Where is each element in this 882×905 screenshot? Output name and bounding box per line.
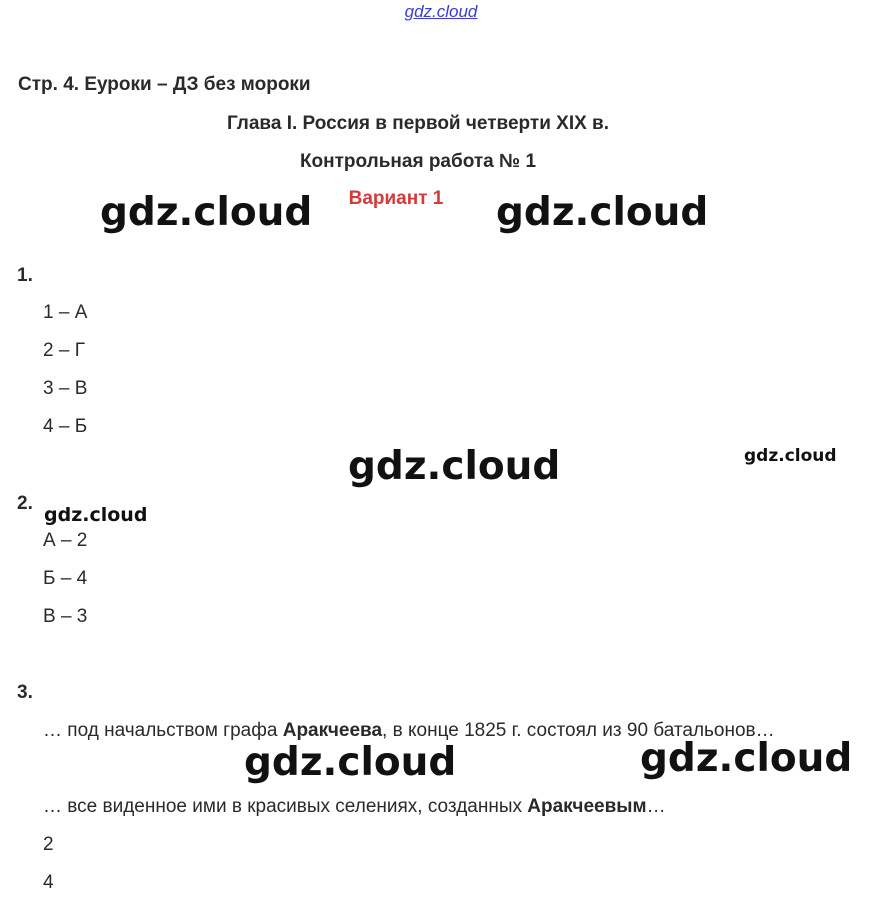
question-number-3: 3.	[17, 682, 33, 703]
paragraph-text: , в конце 1825 г. состоял из 90 батальонов…	[382, 720, 775, 741]
watermark: gdz.cloud	[244, 740, 457, 785]
question-number-1: 1.	[17, 265, 33, 286]
answer-item: 4	[43, 872, 54, 893]
answer-item: 3 – В	[43, 378, 88, 399]
paragraph-text: … под начальством графа	[43, 720, 283, 741]
answer-item: 1 – А	[43, 302, 88, 323]
variant-label: Вариант 1	[348, 188, 444, 209]
watermark: gdz.cloud	[44, 504, 148, 526]
answer-item: 2 – Г	[43, 340, 85, 361]
question-number-2: 2.	[17, 493, 33, 514]
answer-paragraph-2	[43, 796, 666, 818]
watermark: gdz.cloud	[348, 444, 561, 489]
answer-item: Б – 4	[43, 568, 88, 589]
top-watermark-link[interactable]: gdz.cloud	[404, 2, 478, 21]
answer-item: 2	[43, 834, 54, 855]
watermark: gdz.cloud	[100, 190, 313, 235]
bold-name: Аракчеева	[282, 720, 383, 741]
answer-item: В – 3	[43, 606, 88, 627]
chapter-title: Глава I. Россия в первой четверти XIX в.	[226, 113, 610, 134]
work-title: Контрольная работа № 1	[299, 151, 537, 172]
answer-item: А – 2	[43, 530, 88, 551]
paragraph-text: …	[646, 796, 666, 817]
paragraph-text: … все виденное ими в красивых селениях, созданных	[43, 796, 528, 817]
answer-item: 4 – Б	[43, 416, 88, 437]
watermark: gdz.cloud	[640, 736, 853, 781]
bold-name: Аракчеевым	[527, 796, 647, 817]
watermark: gdz.cloud	[744, 446, 837, 466]
page-title: Стр. 4. Еуроки – ДЗ без мороки	[18, 74, 311, 95]
watermark: gdz.cloud	[496, 190, 709, 235]
